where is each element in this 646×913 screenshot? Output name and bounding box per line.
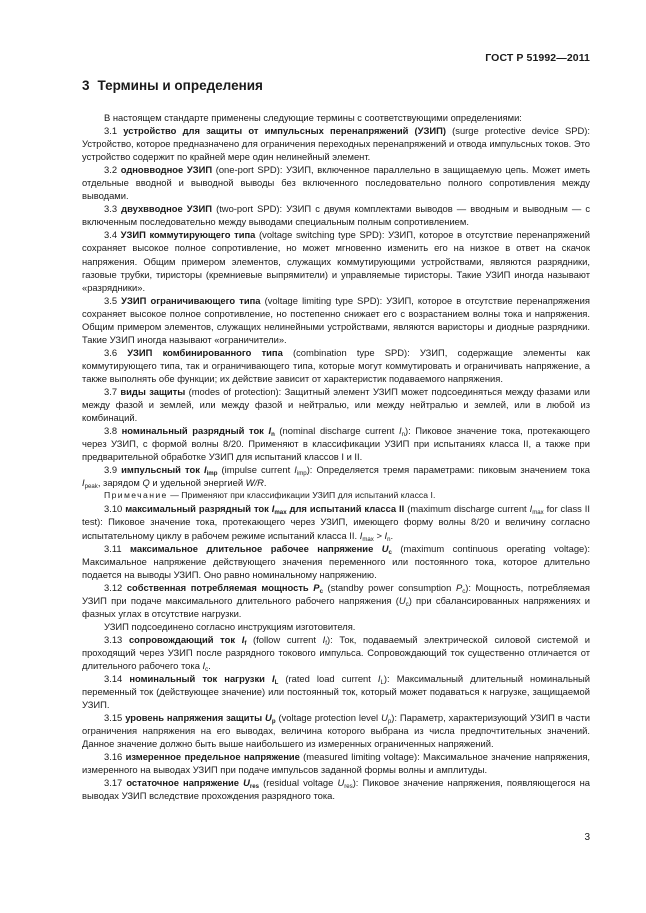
term-3-17: 3.17 остаточное напряжение $U_{res}$ (residual voltage $U_{res}$): Пиковое значение напряжения, появляющегося на выводах УЗИП вследствие прохождения разрядного тока. [82,777,591,802]
term-3-15: 3.15 уровень напряжения защиты $U_p$ (voltage protection level $U_p$): Параметр, характеризующий УЗИП в части ограничения напряжения на его выводах, величина которого выбрана из числа предпочтительных значений. Данное значение должно быть выше наибольшего из измеренных ограниченных напряжений. [82,712,590,750]
term-3-7: 3.7 виды защиты (modes of protection): Защитный элемент УЗИП может подсоединяться между фазами или между фазой и землей, или между фазой и нейтралью, или между нейтралью и землей, или в любой из комбинаций. [82,385,590,424]
note-paragraph: Примечание — Применяют при классификации УЗИП для испытаний класса I. [104,490,436,501]
section-title-text: Термины и определения [97,78,263,93]
term-3-11: 3.11 максимальное длительное рабочее напряжение $U_c$ (maximum continuous operating voltage): Максимальное напряжение действующего значения переменного или постоянного тока, которое длительно подается на выводы УЗИП. Оно равно номинальному напряжению. [82,542,590,580]
term-3-4: 3.4 УЗИП коммутирующего типа (voltage switching type SPD): УЗИП, которое в отсутствие перенапряжений сохраняет высокое полное сопротивление, но может мгновенно изменить его на низкое в ответ на скачок напряжения. Общим примером элементов, служащих коммутирующими устройствами, являются разрядники, газовые трубки, тиристоры (кремниевые выпрямители) и управляемые тиристоры. Такие УЗИП иногда называют «разрядники». [82,229,590,293]
section-number: 3 [82,78,90,93]
term-3-14: 3.14 номинальный ток нагрузки $I_L$ (rated load current $I_L$): Максимальный длительный номинальный переменный ток (действующее значение) или постоянный ток, который может подаваться к нагрузке, защищаемой УЗИП. [82,673,590,711]
section-title [82,78,271,93]
term-3-3: 3.3 двухвводное УЗИП (two-port SPD): УЗИП с двумя комплектами выводов — вводным и выводным — с включенным последовательно между выводами специальным полным сопротивлением. [82,203,591,228]
term-3-1: 3.1 устройство для защиты от импульсных перенапряжений (УЗИП) (surge protective device SPD): Устройство, которое предназначено для ограничения переходных перенапряжений и отвода импульсных токов. Это устройство содержит по крайней мере один нелинейный элемент. [82,125,590,163]
term-3-6: 3.6 УЗИП комбинированного типа (combination type SPD): УЗИП, содержащие элементы как коммутирующего типа, так и ограничивающего типа, которые могут коммутировать и ограничивать напряжение, а также выполнять обе функции; их действие зависит от характеристик подаваемого напряжения. [82,346,590,384]
standard-header: ГОСТ Р 51992—2011 [485,52,590,64]
document-body [82,111,590,802]
term-3-12: 3.12 собственная потребляемая мощность $P_c$ (standby power consumption $P_c$): Мощность, потребляемая УЗИП при подаче максимального длительного рабочего напряжения $(U_c)$ при сбалансированных напряжениях и фазных углах в отсутствие нагрузки. [82,581,590,619]
term-3-13: 3.13 сопровождающий ток $I_f$ (follow current $I_f$): Ток, подаваемый электрической силовой системой и проходящий через УЗИП после разрядного токового импульса. Сопровождающий ток существенно отличается от длительного рабочего тока $I_c$. [82,633,591,673]
connected-paragraph: УЗИП подсоединено согласно инструкциям изготовителя. [104,620,356,632]
intro-paragraph: В настоящем стандарте применены следующие термины с соответствующими определениями: [104,112,522,123]
term-3-2: 3.2 одновводное УЗИП (one-port SPD): УЗИП, включенное параллельно в защищаемую цепь. Может иметь отдельные вводной и выводной выводы без включенного последовательно полного сопротивления между выводами. [82,164,591,202]
term-3-5: 3.5 УЗИП ограничивающего типа (voltage limiting type SPD): УЗИП, которое в отсутствие перенапряжения сохраняет высокое полное сопротивление, но постепенно снижает его с возрастанием волны тока и напряжения. Общим примером элементов, служащих нелинейными устройствами, являются варисторы и диодные разрядники. Такие УЗИП иногда называют «ограничители». [82,294,590,345]
term-3-9: 3.9 импульсный ток $I_{imp}$ (impulse current $I_{imp}$): Определяется тремя параметрами: пиковым значением тока $I_{peak}$, зарядом Q и удельной энергией W/R. [82,464,590,491]
page-number: 3 [584,832,590,843]
term-3-8: 3.8 номинальный разрядный ток $I_n$ (nominal discharge current $I_n$): Пиковое значение тока, протекающего через УЗИП, с формой волны 8/20. Применяют в классификации УЗИП при испытаниях класса II, а также при предварительной обработке УЗИП для испытаний классов I и II. [82,425,590,463]
term-3-10: 3.10 максимальный разрядный ток $I_{max}$ для испытаний класса II (maximum discharge current $I_{max}$ for class II test): Пиковое значение тока, протекающего через УЗИП, имеющего форму волны 8/20 и величину согласно испытательному циклу в рабочем режиме испытаний класса II. $I_{max} > I_n$. [82,503,590,543]
term-3-16: 3.16 измеренное предельное напряжение (measured limiting voltage): Максимальное значение напряжения, измеренного на выводах УЗИП при подаче импульсов заданной формы волны и амплитуды. [82,751,590,776]
